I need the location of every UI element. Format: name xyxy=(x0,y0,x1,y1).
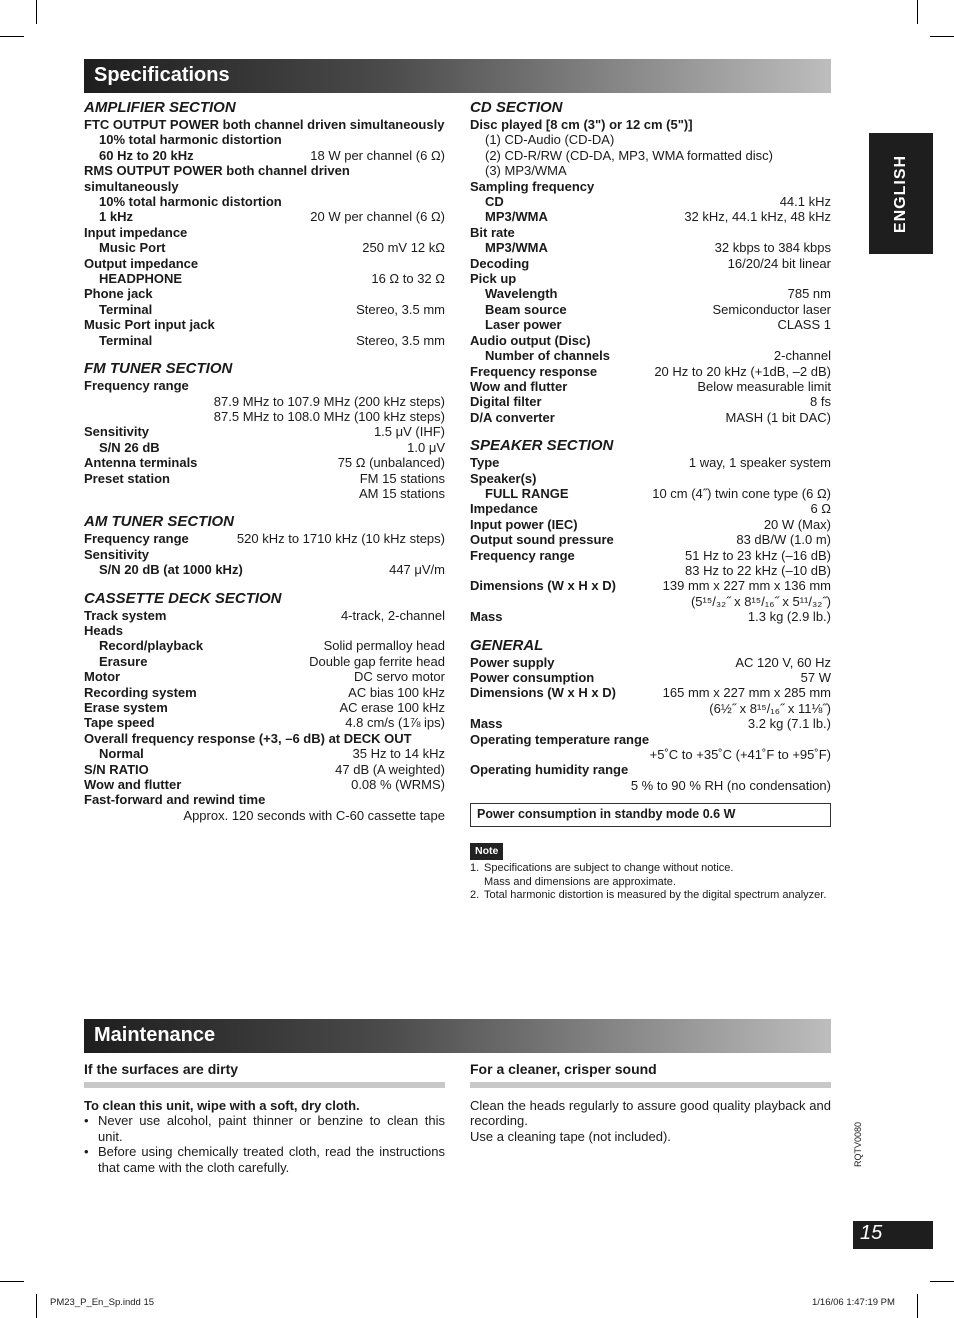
spec-row xyxy=(84,209,445,224)
spec-value: 44.1 kHz xyxy=(779,194,831,210)
spec-row xyxy=(470,410,831,425)
spec-label: S/N RATIO xyxy=(84,761,149,777)
crop-mark xyxy=(0,1281,24,1282)
spec-label: D/A converter xyxy=(470,409,555,425)
spec-label: CD xyxy=(485,194,504,210)
spec-label: Erasure xyxy=(99,653,148,669)
spec-value: (1) CD-Audio (CD-DA) xyxy=(485,132,615,148)
spec-value: MASH (1 bit DAC) xyxy=(725,409,831,425)
spec-value: 32 kbps to 384 kbps xyxy=(714,240,831,256)
spec-row xyxy=(84,638,445,653)
spec-row xyxy=(470,256,831,271)
spec-value: DC servo motor xyxy=(353,669,445,685)
spec-label: Overall frequency response (+3, –6 dB) at DECK OUT xyxy=(84,730,412,746)
spec-label: Operating humidity range xyxy=(470,762,629,778)
spec-value: (6½˝ x 8¹⁵/₁₆˝ x 11⅛˝) xyxy=(709,700,831,716)
crop-mark xyxy=(930,36,954,37)
crop-mark xyxy=(36,1294,37,1318)
spec-label: FULL RANGE xyxy=(485,485,569,501)
spec-label: Sensitivity xyxy=(84,546,150,562)
crop-mark xyxy=(930,1281,954,1282)
spec-row xyxy=(470,486,831,501)
spec-value: 447 μV/m xyxy=(389,562,445,578)
spec-label: Erase system xyxy=(84,700,168,715)
spec-value: (3) MP3/WMA xyxy=(485,163,567,179)
spec-label: Phone jack xyxy=(84,286,153,302)
spec-label: Terminal xyxy=(99,332,153,348)
spec-label: Output sound pressure xyxy=(470,532,614,548)
cleaner-sound-heading: For a cleaner, crisper sound xyxy=(470,1062,831,1088)
spec-row xyxy=(470,501,831,516)
spec-row xyxy=(84,669,445,684)
spec-label: Heads xyxy=(84,622,124,638)
maintenance-banner xyxy=(84,1019,831,1053)
spec-value: +5˚C to +35˚C (+41˚F to +95˚F) xyxy=(649,747,831,763)
spec-row xyxy=(84,746,445,761)
spec-label: Pick up xyxy=(470,271,517,287)
spec-row xyxy=(84,271,445,286)
spec-label: Frequency response xyxy=(470,363,598,379)
spec-label: Audio output (Disc) xyxy=(470,332,591,348)
spec-value: (2) CD-R/RW (CD-DA, MP3, WMA formatted disc) xyxy=(485,147,773,163)
spec-value: 18 W per channel (6 Ω) xyxy=(310,147,445,163)
spec-value: 6 Ω xyxy=(810,501,831,517)
spec-value: (5¹⁵/₃₂˝ x 8¹⁵/₁₆˝ x 5¹¹/₃₂˝) xyxy=(690,593,831,609)
standby-power-box: Power consumption in standby mode 0.6 W xyxy=(470,803,831,826)
spec-label: HEADPHONE xyxy=(99,271,183,287)
spec-value: 20 W per channel (6 Ω) xyxy=(310,209,445,225)
spec-label: Impedance xyxy=(470,501,538,517)
spec-row xyxy=(470,317,831,332)
spec-value: 10 cm (4˝) twin cone type (6 Ω) xyxy=(652,485,831,501)
list-item xyxy=(84,1113,445,1144)
spec-label: Bit rate xyxy=(470,224,515,240)
spec-value: 4-track, 2-channel xyxy=(340,607,445,623)
list-item-text: Never use alcohol, paint thinner or benzine to clean this unit. xyxy=(98,1113,445,1144)
spec-label: Frequency range xyxy=(84,378,189,394)
specifications-title: Specifications xyxy=(94,64,230,86)
cd-section-title: CD SECTION xyxy=(470,99,563,116)
spec-label: MP3/WMA xyxy=(485,209,548,225)
spec-row xyxy=(470,517,831,532)
spec-label: 10% total harmonic distortion xyxy=(99,194,282,210)
spec-row xyxy=(470,379,831,394)
spec-value: Double gap ferrite head xyxy=(309,653,445,669)
spec-row xyxy=(84,440,445,455)
spec-row xyxy=(84,715,445,730)
bullet-icon: • xyxy=(84,1144,89,1159)
spec-value: 1.0 μV xyxy=(407,439,445,455)
spec-label: Power supply xyxy=(470,654,555,670)
spec-row xyxy=(84,700,445,715)
spec-value: FM 15 stations xyxy=(359,470,445,486)
spec-label: Dimensions (W x H x D) xyxy=(470,685,616,701)
spec-row xyxy=(470,716,831,731)
spec-value: 87.9 MHz to 107.9 MHz (200 kHz steps) xyxy=(213,393,445,409)
amplifier-section-title: AMPLIFIER SECTION xyxy=(84,99,236,116)
spec-label: Antenna terminals xyxy=(84,455,198,471)
spec-row xyxy=(470,286,831,301)
spec-label: Dimensions (W x H x D) xyxy=(470,578,616,594)
spec-label: Tape speed xyxy=(84,715,155,731)
spec-value: Semiconductor laser xyxy=(712,301,831,317)
spec-label: Terminal xyxy=(99,301,153,317)
spec-value: 32 kHz, 44.1 kHz, 48 kHz xyxy=(684,209,831,225)
spec-value: 8 fs xyxy=(810,394,831,410)
spec-value: 20 Hz to 20 kHz (+1dB, –2 dB) xyxy=(654,363,831,379)
spec-label: Record/playback xyxy=(99,638,204,654)
spec-value: 785 nm xyxy=(787,286,831,302)
notes-list xyxy=(470,862,831,903)
spec-value: 3.2 kg (7.1 lb.) xyxy=(747,716,831,732)
surfaces-dirty-heading: If the surfaces are dirty xyxy=(84,1062,445,1088)
bullet-icon: • xyxy=(84,1113,89,1128)
spec-value: 1 way, 1 speaker system xyxy=(688,455,831,471)
spec-value: CLASS 1 xyxy=(777,317,831,333)
note-text: Mass and dimensions are approximate. xyxy=(484,875,676,888)
spec-row xyxy=(470,655,831,670)
spec-label: 60 Hz to 20 kHz xyxy=(99,147,194,163)
spec-value: Stereo, 3.5 mm xyxy=(356,301,445,317)
crop-mark xyxy=(0,36,24,37)
spec-label: Number of channels xyxy=(485,348,610,364)
spec-value: 51 Hz to 23 kHz (–16 dB) xyxy=(685,547,831,563)
spec-label: Recording system xyxy=(84,684,197,700)
language-tab-label: ENGLISH xyxy=(892,154,909,233)
spec-row xyxy=(84,455,445,470)
footer-timestamp: 1/16/06 1:47:19 PM xyxy=(812,1297,895,1308)
spec-row xyxy=(84,471,445,486)
spec-label: Disc played [8 cm (3") or 12 cm (5")] xyxy=(470,117,693,132)
spec-row xyxy=(84,424,445,439)
spec-value: 20 W (Max) xyxy=(763,516,831,532)
spec-row xyxy=(470,455,831,470)
spec-row xyxy=(470,209,831,224)
spec-label: Digital filter xyxy=(470,394,542,410)
spec-value: 35 Hz to 14 kHz xyxy=(352,746,445,762)
spec-label: Frequency range xyxy=(470,547,575,563)
maintenance-left xyxy=(84,1062,445,1175)
spec-value: Approx. 120 seconds with C-60 cassette tape xyxy=(183,807,445,823)
spec-label: Fast-forward and rewind time xyxy=(84,792,266,808)
spec-label: Output impedance xyxy=(84,255,199,271)
speaker-section-title: SPEAKER SECTION xyxy=(470,437,614,455)
spec-value: 83 Hz to 22 kHz (–10 dB) xyxy=(685,562,831,578)
spec-value: 83 dB/W (1.0 m) xyxy=(736,532,831,548)
spec-label: Sensitivity xyxy=(84,424,150,440)
spec-label: Input impedance xyxy=(84,224,188,240)
note-text: Specifications are subject to change without notice. xyxy=(484,862,734,875)
wipe-instruction: To clean this unit, wipe with a soft, dry cloth. xyxy=(84,1097,360,1113)
spec-value: AC bias 100 kHz xyxy=(348,684,445,700)
spec-value: 57 W xyxy=(800,670,831,685)
spec-value: 4.8 cm/s (1⅞ ips) xyxy=(345,715,445,731)
spec-label: Input power (IEC) xyxy=(470,516,578,532)
spec-value: 250 mV 12 kΩ xyxy=(362,240,445,256)
spec-row xyxy=(84,608,445,623)
spec-value: 16/20/24 bit linear xyxy=(727,255,831,271)
cleaning-tape-text: Use a cleaning tape (not included). xyxy=(470,1128,671,1144)
am-tuner-section-title: AM TUNER SECTION xyxy=(84,513,234,531)
note-number: 2. xyxy=(470,889,480,902)
spec-left-column xyxy=(84,99,445,823)
spec-label: S/N 20 dB (at 1000 kHz) xyxy=(99,562,243,578)
crop-mark xyxy=(917,1294,918,1318)
spec-row xyxy=(84,762,445,777)
spec-row xyxy=(84,777,445,792)
spec-label: 10% total harmonic distortion xyxy=(99,132,282,148)
spec-value: 165 mm x 227 mm x 285 mm xyxy=(662,685,831,701)
spec-label: Mass xyxy=(470,716,503,732)
spec-label: Type xyxy=(470,455,500,471)
spec-label: Laser power xyxy=(485,317,562,333)
document-code: RQTV0080 xyxy=(853,1121,863,1167)
spec-value: 0.08 % (WRMS) xyxy=(351,777,445,793)
spec-value: 16 Ω to 32 Ω xyxy=(371,271,445,287)
spec-row xyxy=(470,394,831,409)
spec-label: Wow and flutter xyxy=(470,378,568,394)
spec-row xyxy=(470,609,831,624)
spec-row xyxy=(84,302,445,317)
general-section-title: GENERAL xyxy=(470,636,544,654)
spec-row xyxy=(84,531,445,546)
spec-value: Solid permalloy head xyxy=(323,638,445,654)
spec-value: Stereo, 3.5 mm xyxy=(356,332,445,348)
maintenance-right xyxy=(470,1062,831,1144)
note-text: Total harmonic distortion is measured by the digital spectrum analyzer. xyxy=(484,889,827,902)
spec-value: AC erase 100 kHz xyxy=(339,700,445,715)
spec-row xyxy=(470,685,831,700)
spec-label: Frequency range xyxy=(84,531,189,547)
spec-row xyxy=(470,548,831,563)
spec-label: Normal xyxy=(99,746,144,762)
note-badge: Note xyxy=(470,843,503,860)
spec-label: Track system xyxy=(84,607,167,623)
spec-label: MP3/WMA xyxy=(485,240,548,256)
spec-row xyxy=(470,578,831,593)
spec-value: 139 mm x 227 mm x 136 mm xyxy=(662,578,831,594)
spec-label: FTC OUTPUT POWER both channel driven simultaneously xyxy=(84,117,445,132)
spec-row xyxy=(470,364,831,379)
spec-label: RMS OUTPUT POWER both channel driven simultaneously xyxy=(84,163,350,194)
spec-row xyxy=(470,194,831,209)
spec-row xyxy=(84,148,445,163)
language-tab xyxy=(869,133,933,254)
spec-value: AM 15 stations xyxy=(359,485,445,501)
spec-label: Wavelength xyxy=(485,286,558,302)
spec-value: Below measurable limit xyxy=(697,378,831,394)
spec-label: Sampling frequency xyxy=(470,178,595,194)
note-number: 1. xyxy=(470,862,480,875)
spec-label: Wow and flutter xyxy=(84,777,182,793)
spec-value: 5 % to 90 % RH (no condensation) xyxy=(630,777,831,793)
note-item xyxy=(470,862,831,889)
cassette-section-title: CASSETTE DECK SECTION xyxy=(84,589,282,607)
spec-value: 87.5 MHz to 108.0 MHz (100 kHz steps) xyxy=(213,408,445,424)
spec-label: Motor xyxy=(84,669,121,685)
spec-label: Power consumption xyxy=(470,670,595,685)
spec-row xyxy=(84,240,445,255)
spec-value: 520 kHz to 1710 kHz (10 kHz steps) xyxy=(236,531,445,547)
spec-row xyxy=(84,333,445,348)
spec-row xyxy=(470,302,831,317)
spec-label: Preset station xyxy=(84,470,170,486)
specifications-banner xyxy=(84,59,831,93)
spec-value: 1.5 μV (IHF) xyxy=(373,424,445,440)
spec-row xyxy=(84,654,445,669)
spec-row xyxy=(470,348,831,363)
note-item xyxy=(470,889,831,903)
spec-value: AC 120 V, 60 Hz xyxy=(735,654,831,670)
spec-label: Speaker(s) xyxy=(470,470,537,486)
spec-row xyxy=(84,685,445,700)
list-item-text: Before using chemically treated cloth, read the instructions that came with the cloth carefully. xyxy=(98,1144,445,1175)
cleaning-text: Clean the heads regularly to assure good quality playback and recording. xyxy=(470,1097,831,1128)
spec-value: 75 Ω (unbalanced) xyxy=(337,455,445,471)
spec-row xyxy=(470,670,831,685)
spec-value: 2-channel xyxy=(773,348,831,364)
crop-mark xyxy=(36,0,37,24)
page-number: 15 xyxy=(860,1222,883,1244)
spec-label: 1 kHz xyxy=(99,209,133,225)
crop-mark xyxy=(917,0,918,24)
spec-label: Mass xyxy=(470,609,503,625)
spec-label: Music Port input jack xyxy=(84,317,215,333)
spec-label: S/N 26 dB xyxy=(99,439,160,455)
footer-filename: PM23_P_En_Sp.indd 15 xyxy=(50,1297,155,1308)
spec-row xyxy=(470,532,831,547)
spec-label: Decoding xyxy=(470,255,530,271)
page-number-box xyxy=(853,1221,933,1249)
spec-value: 1.3 kg (2.9 lb.) xyxy=(747,609,831,625)
fm-tuner-section-title: FM TUNER SECTION xyxy=(84,360,233,378)
spec-label: Music Port xyxy=(99,240,166,256)
spec-row xyxy=(84,562,445,577)
spec-row xyxy=(470,240,831,255)
spec-label: Operating temperature range xyxy=(470,731,650,747)
spec-label: Beam source xyxy=(485,301,567,317)
list-item xyxy=(84,1144,445,1175)
spec-value: 47 dB (A weighted) xyxy=(335,761,445,777)
spec-right-column xyxy=(470,99,831,903)
maintenance-title: Maintenance xyxy=(94,1024,216,1046)
